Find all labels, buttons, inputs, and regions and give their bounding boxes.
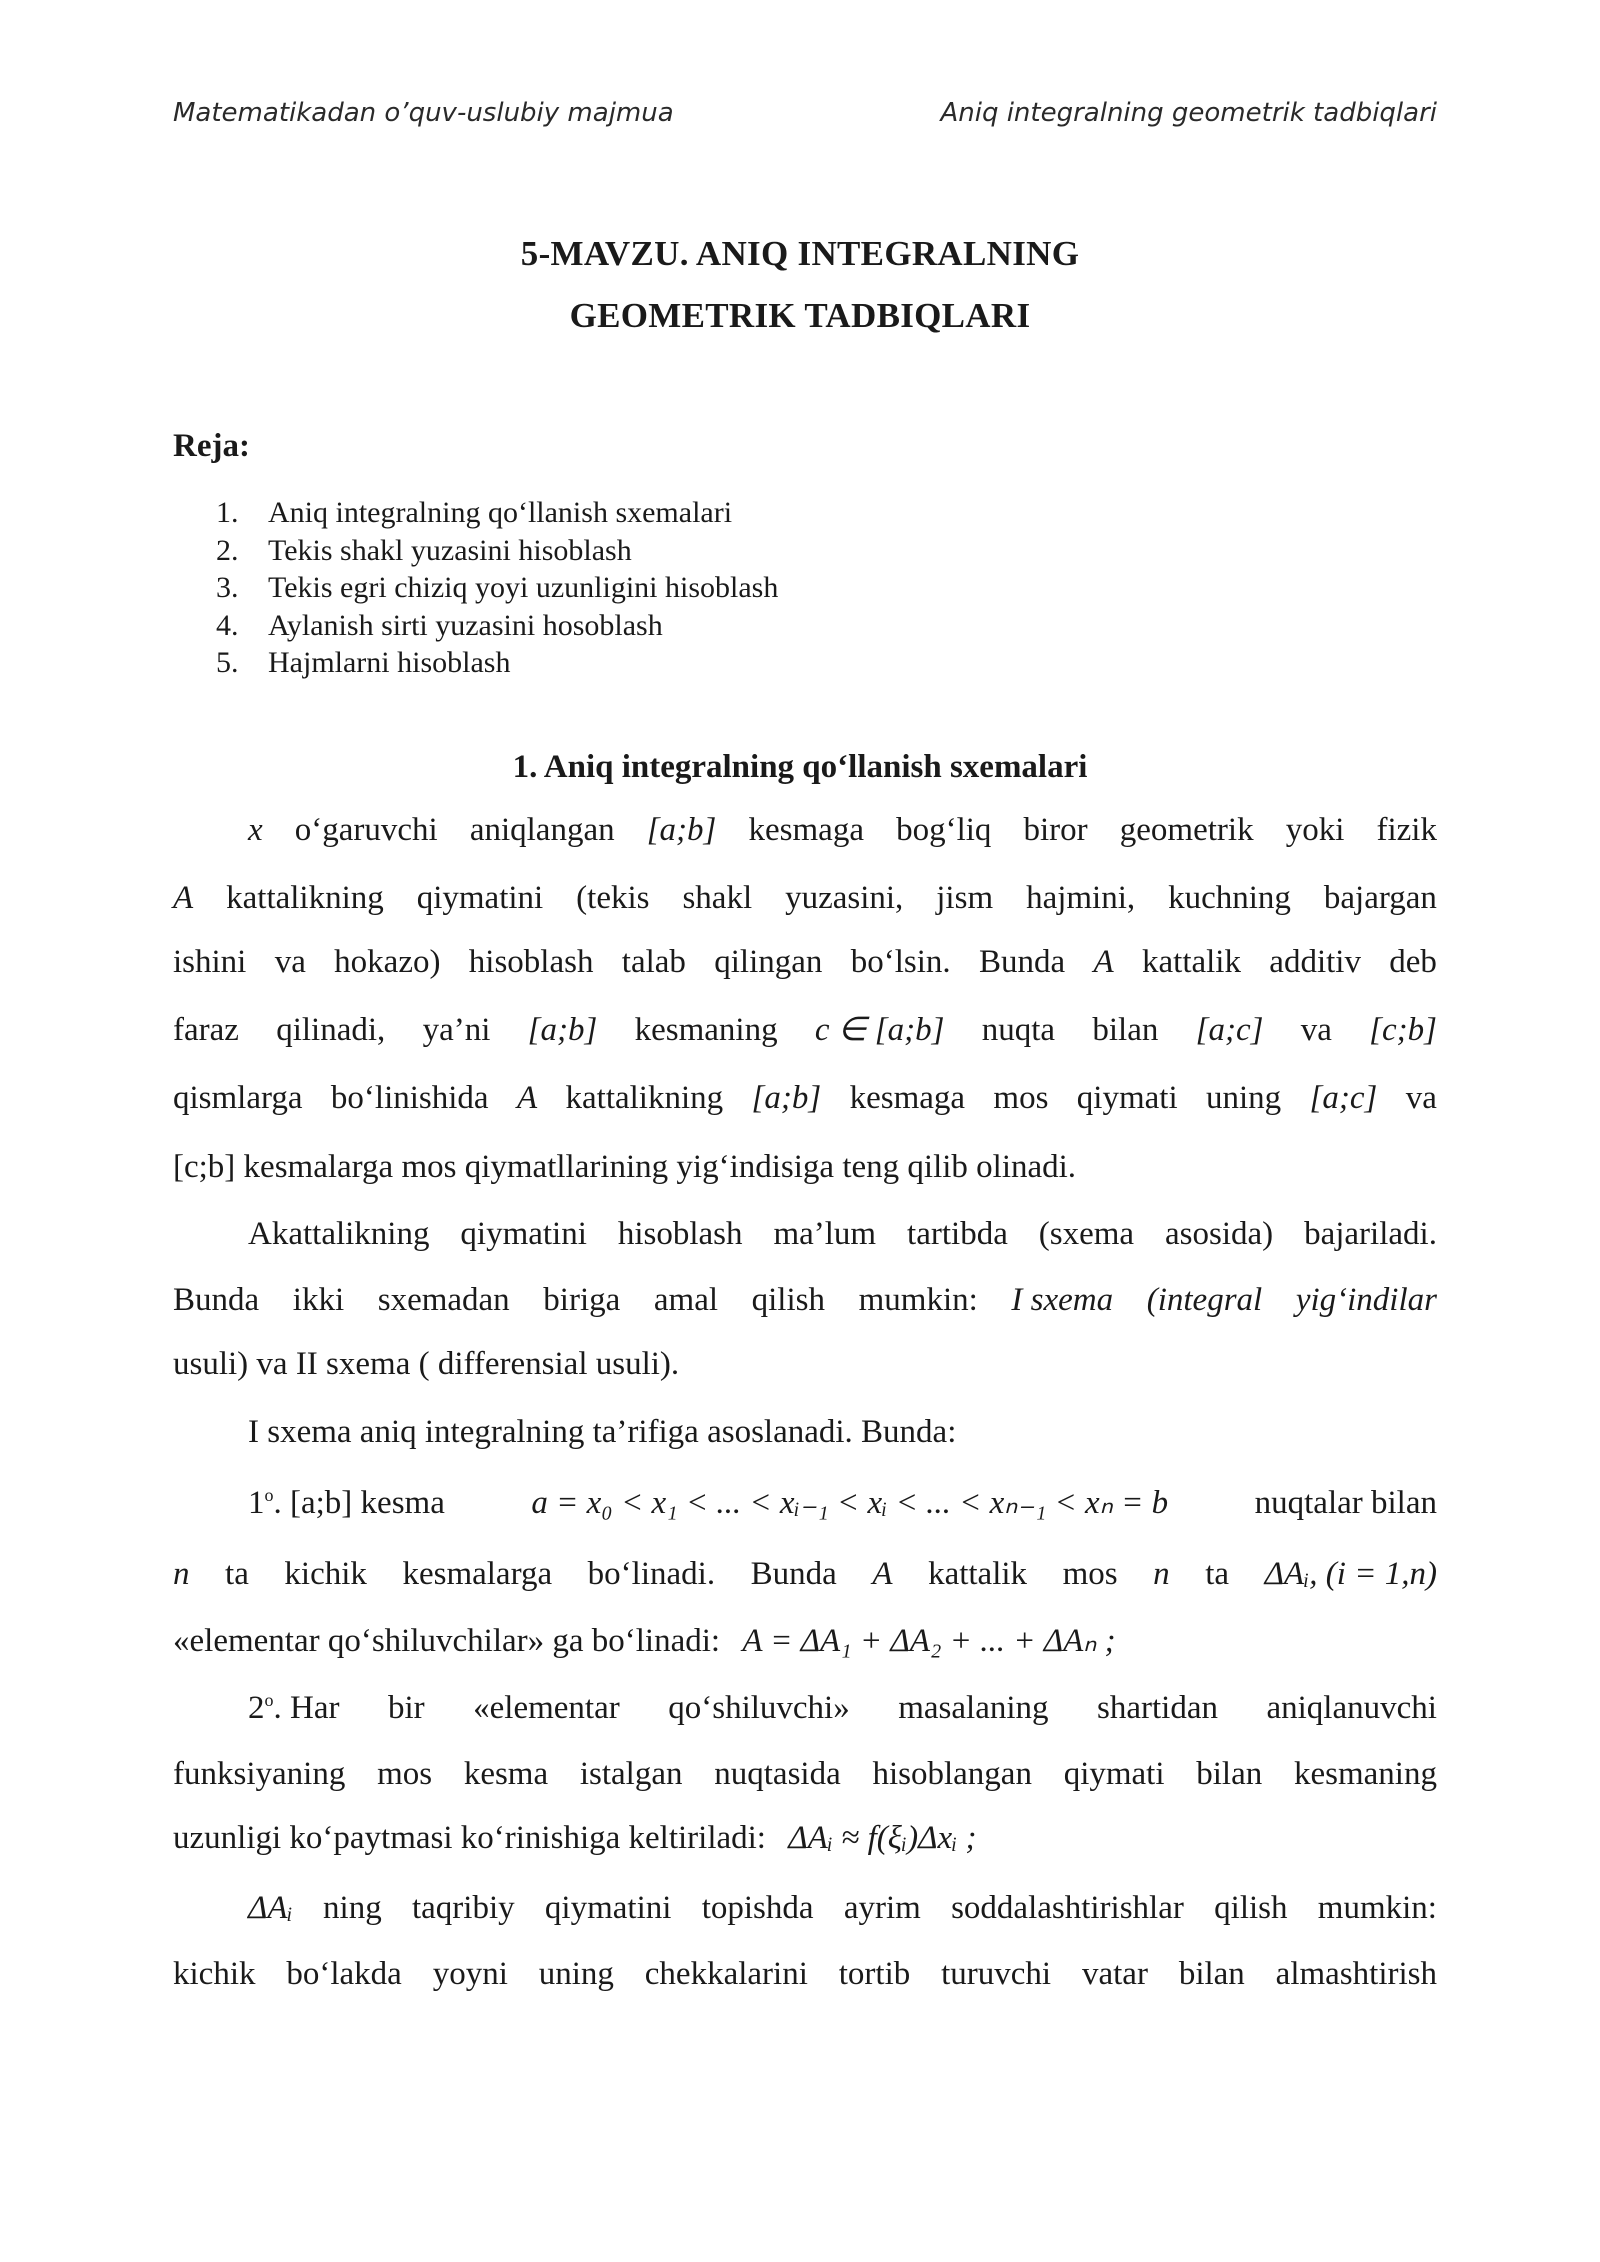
word: (tekis	[576, 880, 650, 916]
running-header	[173, 98, 1437, 132]
word: [a;b]	[646, 812, 717, 848]
word: qiymatini	[544, 1890, 672, 1926]
word: masalaning	[898, 1690, 1049, 1726]
word: kuchning	[1168, 880, 1291, 916]
word: o‘garuvchi	[294, 812, 438, 848]
step-1-text-end: nuqtalar bilan	[1254, 1485, 1437, 1521]
word: chekkalarini	[644, 1956, 808, 1992]
word: mos	[1062, 1556, 1118, 1592]
step-1-line-1	[248, 1482, 1437, 1528]
step-1-line-3-text: «elementar qo‘shiluvchilar» ga bo‘linadi:	[173, 1623, 721, 1659]
word: qilinadi,	[276, 1012, 386, 1048]
word: qilingan	[714, 944, 823, 980]
plan-item-number: 4.	[216, 608, 239, 642]
word: hisoblash	[617, 1216, 743, 1252]
plan-item	[216, 532, 778, 570]
word: kattalikning	[565, 1080, 724, 1116]
word: bir	[387, 1690, 425, 1726]
partition-formula: a = x₀ < x₁ < ... < xᵢ₋₁ < xᵢ < ... < xₙ₋₁ < xₙ = b	[531, 1485, 1169, 1521]
plan-item	[216, 607, 778, 645]
step-1-line-2	[173, 1556, 1437, 1602]
word: vatar	[1081, 1956, 1148, 1992]
word: kattalik	[928, 1556, 1028, 1592]
paragraph-4-line-1	[248, 1890, 1437, 1936]
word: nuqtasida	[714, 1756, 841, 1792]
word: qiymatini	[460, 1216, 587, 1252]
plan-list	[216, 494, 778, 682]
paragraph-1-line-5	[173, 1080, 1437, 1126]
word: kattalikning	[226, 880, 384, 916]
word: ayrim	[843, 1890, 921, 1926]
word: kattalik	[1142, 944, 1241, 980]
word: mos	[377, 1756, 433, 1792]
word: topishda	[701, 1890, 814, 1926]
word: kichik	[173, 1956, 256, 1992]
plan-item-number: 3.	[216, 571, 239, 604]
word: shakl	[682, 880, 753, 916]
plan-item	[216, 494, 778, 532]
word: turuvchi	[941, 1956, 1052, 1992]
word: istalgan	[579, 1756, 683, 1792]
plan-heading: Reja:	[173, 428, 250, 464]
word: tortib	[838, 1956, 911, 1992]
word: bo‘lsin.	[850, 944, 951, 980]
word: Akattalikning	[248, 1216, 430, 1252]
word: A	[516, 1080, 538, 1116]
plan-item-text: Aylanish sirti yuzasini hosoblash	[268, 608, 663, 642]
header-left-text: Matematikadan o’quv-uslubiy majmua	[173, 98, 674, 128]
word: aniqlanuvchi	[1266, 1690, 1437, 1726]
word: ning	[323, 1890, 382, 1926]
word: bilan	[1178, 1956, 1245, 1992]
word: bajargan	[1323, 880, 1437, 916]
word: qilish	[751, 1282, 825, 1318]
word: biriga	[543, 1282, 621, 1318]
word: c ∈ [a;b]	[814, 1012, 945, 1048]
plan-item-text: Tekis shakl yuzasini hisoblash	[268, 533, 632, 567]
word: kesmalarga	[402, 1556, 553, 1592]
plan-item-text: Hajmlarni hisoblash	[268, 646, 511, 679]
paragraph-1-line-4	[173, 1009, 1437, 1055]
plan-item	[216, 569, 778, 607]
word: [c;b]	[1369, 1012, 1437, 1048]
word: additiv	[1269, 944, 1361, 980]
word: x	[248, 812, 263, 848]
word: A	[173, 880, 194, 916]
word: shartidan	[1097, 1690, 1218, 1726]
word: ta	[225, 1556, 249, 1592]
plan-item-text: Aniq integralning qo‘llanish sxemalari	[268, 496, 733, 529]
word: hokazo)	[334, 944, 441, 980]
word: va	[1405, 1080, 1437, 1116]
word: bo‘linadi.	[587, 1556, 716, 1592]
word: [a;c]	[1309, 1080, 1378, 1116]
word: A	[1093, 944, 1114, 980]
word: ishini	[173, 944, 247, 980]
word: nuqta	[981, 1012, 1056, 1048]
word: yoyni	[432, 1956, 508, 1992]
word: Bunda	[979, 944, 1066, 980]
word: yig‘indilar	[1295, 1282, 1437, 1318]
header-right-text: Aniq integralning geometrik tadbiqlari	[940, 98, 1437, 128]
word: bajariladi.	[1304, 1216, 1437, 1252]
section-heading: 1. Aniq integralning qo‘llanish sxemalari	[512, 749, 1088, 785]
word: ya’ni	[422, 1012, 491, 1048]
word: mos	[993, 1080, 1049, 1116]
word: qo‘shiluvchi»	[668, 1690, 850, 1726]
word: mumkin:	[1317, 1890, 1437, 1926]
step-1-line-3	[173, 1620, 1437, 1666]
word: [a;c]	[1195, 1012, 1264, 1048]
title-line-1: 5-MAVZU. ANIQ INTEGRALNING	[520, 234, 1080, 273]
word: almashtirish	[1275, 1956, 1437, 1992]
word: soddalashtirishlar	[951, 1890, 1184, 1926]
title-line-2: GEOMETRIK TADBIQLARI	[569, 296, 1031, 335]
word: hajmini,	[1026, 880, 1136, 916]
plan-item-number: 5.	[216, 646, 239, 679]
word: kesma	[463, 1756, 549, 1792]
word: kesmaga	[849, 1080, 966, 1116]
word: funksiyaning	[173, 1756, 346, 1792]
word: geometrik	[1119, 812, 1254, 848]
plan-item-text: Tekis egri chiziq yoyi uzunligini hisoblash	[268, 571, 779, 604]
word: kesmaning	[1293, 1756, 1437, 1792]
word: uning	[1206, 1080, 1282, 1116]
word: Bunda	[173, 1282, 260, 1318]
word: yuzasini,	[785, 880, 904, 916]
word: kesmaga	[748, 812, 864, 848]
paragraph-2-line-1	[248, 1216, 1437, 1262]
word: ta	[1205, 1556, 1230, 1592]
plan-item	[216, 644, 778, 682]
word: yoki	[1285, 812, 1345, 848]
word: I sxema	[1011, 1282, 1114, 1318]
word: bilan	[1196, 1756, 1263, 1792]
word: Bunda	[750, 1556, 837, 1592]
word: bog‘liq	[896, 812, 992, 848]
word: talab	[621, 944, 686, 980]
word: ikki	[292, 1282, 345, 1318]
word: faraz	[173, 1012, 239, 1048]
step-2-line-3	[173, 1820, 1437, 1866]
step-2-line-2	[173, 1756, 1437, 1802]
word: n	[173, 1556, 190, 1592]
word: kesmaning	[634, 1012, 778, 1048]
plan-item-number: 1.	[216, 496, 239, 529]
word: (integral	[1146, 1282, 1263, 1318]
word: biror	[1023, 812, 1088, 848]
word: uning	[538, 1956, 614, 1992]
word: bo‘lakda	[286, 1956, 402, 1992]
word: ma’lum	[773, 1216, 877, 1252]
word: qiymati	[1063, 1756, 1165, 1792]
word: A	[872, 1556, 893, 1592]
word: ΔAᵢ, (i = 1,n)	[1264, 1556, 1437, 1592]
word: aniqlangan	[469, 812, 615, 848]
paragraph-3: I sxema aniq integralning ta’rifiga asoslanadi. Bunda:	[248, 1414, 957, 1450]
word: taqribiy	[411, 1890, 515, 1926]
word: fizik	[1376, 812, 1437, 848]
step-2-line-3-text: uzunligi ko‘paytmasi ko‘rinishiga keltiriladi:	[173, 1820, 766, 1856]
word: kichik	[284, 1556, 367, 1592]
approximation-formula: ΔAᵢ ≈ f(ξᵢ)Δxᵢ ;	[788, 1820, 977, 1856]
word: sxemadan	[377, 1282, 510, 1318]
word: ΔAᵢ	[248, 1890, 293, 1926]
word: qismlarga	[173, 1080, 303, 1116]
word: mumkin:	[858, 1282, 978, 1318]
sum-formula: A = ΔA₁ + ΔA₂ + ... + ΔAₙ ;	[742, 1623, 1116, 1659]
word: va	[1300, 1012, 1332, 1048]
paragraph-1-line-3	[173, 944, 1437, 990]
word: qiymatini	[416, 880, 544, 916]
word: (sxema	[1038, 1216, 1135, 1252]
paragraph-2-line-2	[173, 1282, 1437, 1328]
paragraph-4-line-2	[173, 1956, 1437, 2002]
word: va	[274, 944, 306, 980]
step-1-label: 1$^o$. [a;b] kesma	[248, 1485, 445, 1521]
word: amal	[653, 1282, 719, 1318]
paragraph-2-line-3: usuli) va II sxema ( differensial usuli).	[173, 1346, 680, 1382]
word: bilan	[1092, 1012, 1159, 1048]
plan-item-number: 2.	[216, 533, 239, 567]
step-2-label: 2$^o$. Har	[248, 1690, 340, 1726]
word: deb	[1389, 944, 1437, 980]
word: [a;b]	[527, 1012, 598, 1048]
word: tartibda	[907, 1216, 1008, 1252]
step-2-line-1	[248, 1690, 1437, 1736]
paragraph-1-line-2	[173, 880, 1437, 926]
word: jism	[936, 880, 994, 916]
word: hisoblangan	[872, 1756, 1032, 1792]
word: qiymati	[1076, 1080, 1178, 1116]
paragraph-1-line-6: [c;b] kesmalarga mos qiymatllarining yig‘indisiga teng qilib olinadi.	[173, 1149, 1077, 1185]
word: bo‘linishida	[330, 1080, 489, 1116]
word: n	[1153, 1556, 1170, 1592]
paragraph-1-line-1	[248, 812, 1437, 858]
word: asosida)	[1165, 1216, 1274, 1252]
word: qilish	[1214, 1890, 1288, 1926]
word: [a;b]	[751, 1080, 822, 1116]
word: «elementar	[473, 1690, 620, 1726]
word: hisoblash	[468, 944, 594, 980]
